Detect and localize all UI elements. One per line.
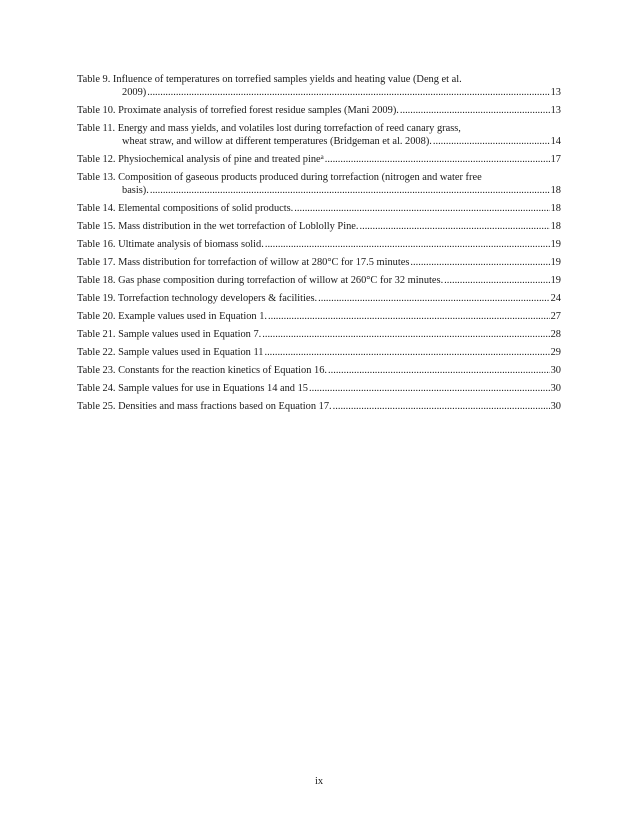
toc-entry[interactable] [77,310,561,323]
toc-entry[interactable] [77,122,561,148]
toc-page-number: 13 [550,105,561,116]
toc-page-number: 28 [550,329,561,340]
toc-page-number: 30 [550,401,561,412]
toc-entry[interactable] [77,256,561,269]
toc-entry-text [77,310,561,323]
toc-entry-line: wheat straw, and willow at different temperatures (Bridgeman et al. 2008). [122,136,432,147]
toc-entry-line: Table 15. Mass distribution in the wet torrefaction of Loblolly Pine. [77,221,359,232]
dot-leader [264,346,549,359]
dot-leader [318,292,549,305]
toc-entry-line: Table 24. Sample values for use in Equations 14 and 15 [77,383,308,394]
toc-entry-line: 2009) [122,87,147,98]
toc-entry-text [77,256,561,269]
toc-entry[interactable] [77,153,561,166]
toc-entry[interactable] [77,364,561,377]
toc-entry-text [77,238,561,251]
dot-leader [328,364,550,377]
toc-entry-line: basis). [122,185,149,196]
toc-entry-text [77,171,561,197]
dot-leader [410,256,549,269]
toc-page-number: 18 [550,185,561,196]
toc-page-number: 19 [550,275,561,286]
toc-entry-text [77,274,561,287]
toc-entry-text [77,220,561,233]
toc-page-number: 27 [550,311,561,322]
toc-entry[interactable] [77,382,561,395]
dot-leader [400,104,550,117]
toc-entry-text [77,346,561,359]
toc-entry-line: Table 21. Sample values used in Equation 7. [77,329,262,340]
toc-entry-text [77,328,561,341]
toc-entry[interactable] [77,346,561,359]
toc-entry-line: Table 16. Ultimate analysis of biomass solid. [77,239,264,250]
toc-entry-text [77,382,561,395]
toc-page-number: 30 [550,383,561,394]
dot-leader [265,238,550,251]
dot-leader [294,202,549,215]
page-number: ix [314,776,324,787]
toc-page-number: 18 [550,221,561,232]
dot-leader [444,274,549,287]
dot-leader [325,153,550,166]
toc-entry[interactable] [77,104,561,117]
dot-leader [147,86,549,99]
toc-entry[interactable] [77,292,561,305]
toc-entry-line: Table 17. Mass distribution for torrefaction of willow at 280°C for 17.5 minutes [77,257,410,268]
dot-leader [433,135,550,148]
dot-leader [309,382,550,395]
toc-entry-text [77,364,561,377]
toc-entry-line: Table 14. Elemental compositions of solid products. [77,203,294,214]
superscript: a [320,153,324,161]
toc-page-number: 19 [550,257,561,268]
toc-entry[interactable] [77,274,561,287]
toc-entry-line: Table 13. Composition of gaseous products produced during torrefaction (nitrogen and water free [77,172,482,183]
toc-entry-text [77,122,561,148]
toc-entry-text [77,202,561,215]
toc-entry-line: Table 22. Sample values used in Equation 11 [77,347,264,358]
toc-entry[interactable] [77,400,561,413]
toc-entry-line: Table 12. Physiochemical analysis of pine and treated pine [77,154,321,165]
toc-page-number: 13 [550,87,561,98]
dot-leader [262,328,549,341]
toc-page-number: 29 [550,347,561,358]
dot-leader [268,310,550,323]
toc-entry-text [77,73,561,99]
toc-entry-line: Table 19. Torrefaction technology developers & facilities. [77,293,318,304]
toc-entry-line: Table 9. Influence of temperatures on torrefied samples yields and heating value (Deng et al. [77,74,462,85]
toc-entry-text [77,400,561,413]
toc-page-number: 24 [550,293,561,304]
toc-entry[interactable] [77,328,561,341]
toc-page-number: 30 [550,365,561,376]
toc-entry-line: Table 11. Energy and mass yields, and volatiles lost during torrefaction of reed canary grass, [77,123,461,134]
toc-entry[interactable] [77,171,561,197]
toc-entry-text [77,104,561,117]
toc-entry-text [77,292,561,305]
toc-entry[interactable] [77,238,561,251]
list-of-tables [77,73,561,418]
toc-entry-line: Table 18. Gas phase composition during torrefaction of willow at 260°C for 32 minutes. [77,275,444,286]
toc-entry[interactable] [77,73,561,99]
dot-leader [360,220,550,233]
toc-entry[interactable] [77,202,561,215]
toc-entry[interactable] [77,220,561,233]
toc-page-number: 14 [550,136,561,147]
toc-page-number: 17 [550,154,561,165]
toc-page-number: 19 [550,239,561,250]
toc-entry-line: Table 23. Constants for the reaction kinetics of Equation 16. [77,365,328,376]
toc-page-number: 18 [550,203,561,214]
toc-entry-line: Table 25. Densities and mass fractions based on Equation 17. [77,401,332,412]
toc-entry-line: Table 10. Proximate analysis of torrefied forest residue samples (Mani 2009). [77,105,399,116]
dot-leader [150,184,550,197]
toc-entry-text [77,153,561,166]
toc-entry-line: Table 20. Example values used in Equation 1. [77,311,268,322]
dot-leader [333,400,550,413]
